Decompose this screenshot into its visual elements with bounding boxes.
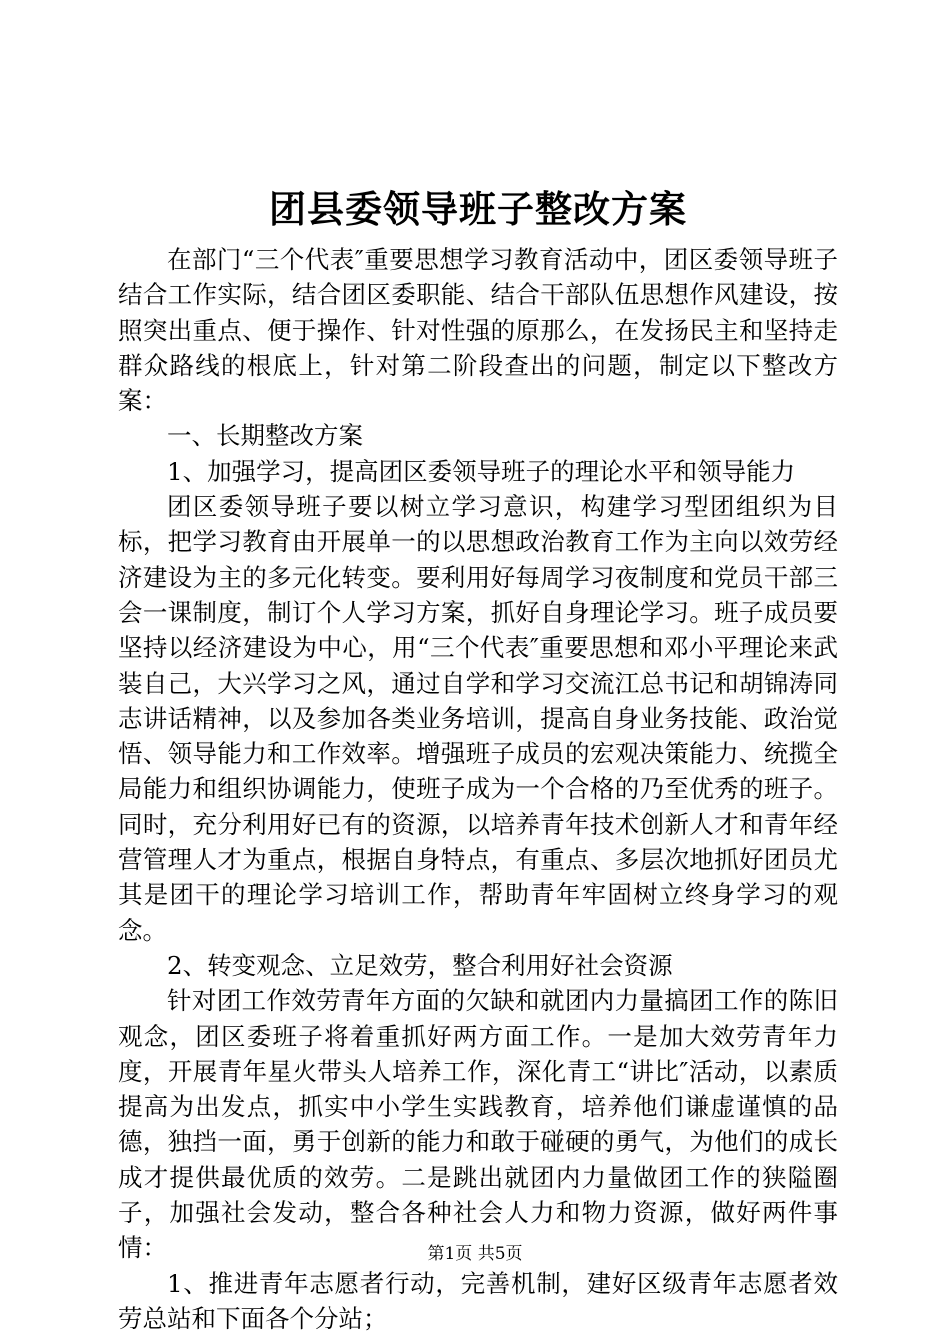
- list-item-volunteer: 1、推进青年志愿者行动，完善机制，建好区级青年志愿者效劳总站和下面各个分站；: [118, 1268, 838, 1333]
- body-paragraph-study: 团区委领导班子要以树立学习意识，构建学习型团组织为目标，把学习教育由开展单一的以思想政治教育工作为主向以效劳经济建设为主的多元化转变。要利用好每周学习夜制度和党员干部三会一课制度，制订个人学习方案，抓好自身理论学习。班子成员要坚持以经济建设为中心，用“三个代表″重要思想和邓小平理论来武装自己，大兴学习之风，通过自学和学习交流江总书记和胡锦涛同志讲话精神，以及参加各类业务培训，提高自身业务技能、政治觉悟、领导能力和工作效率。增强班子成员的宏观决策能力、统揽全局能力和组织协调能力，使班子成为一个合格的乃至优秀的班子。同时，充分利用好已有的资源，以培养青年技术创新人才和青年经营管理人才为重点，根据自身特点，有重点、多层次地抓好团员尤其是团干的理论学习培训工作，帮助青年牢固树立终身学习的观念。: [118, 492, 838, 945]
- subheading-change-concepts: 2、转变观念、立足效劳，整合利用好社会资源: [167, 950, 673, 980]
- body-paragraph-service: 针对团工作效劳青年方面的欠缺和就团内力量搞团工作的陈旧观念，团区委班子将着重抓好两方面工作。一是加大效劳青年力度，开展青年星火带头人培养工作，深化青工“讲比″活动，以素质提高为出发点，抓实中小学生实践教育，培养他们谦虚谨慎的品德，独挡一面，勇于创新的能力和敢于碰硬的勇气，为他们的成长成才提供最优质的效劳。二是跳出就团内力量做团工作的狭隘圈子，加强社会发动，整合各种社会人力和物力资源，做好两件事情：: [118, 986, 838, 1263]
- intro-paragraph: 在部门“三个代表″重要思想学习教育活动中，团区委领导班子结合工作实际，结合团区委职能、结合干部队伍思想作风建设，按照突出重点、便于操作、针对性强的原那么，在发扬民主和坚持走群众路线的根底上，针对第二阶段查出的问题，制定以下整改方案：: [118, 245, 838, 416]
- document-page: [118, 180, 838, 1336]
- subheading-strengthen-study: 1、加强学习，提高团区委领导班子的理论水平和领导能力: [167, 456, 796, 486]
- section-heading-long-term: 一、长期整改方案: [167, 421, 363, 451]
- page-footer: 第1页 共5页: [427, 1244, 523, 1264]
- document-title: 团县委领导班子整改方案: [269, 187, 687, 231]
